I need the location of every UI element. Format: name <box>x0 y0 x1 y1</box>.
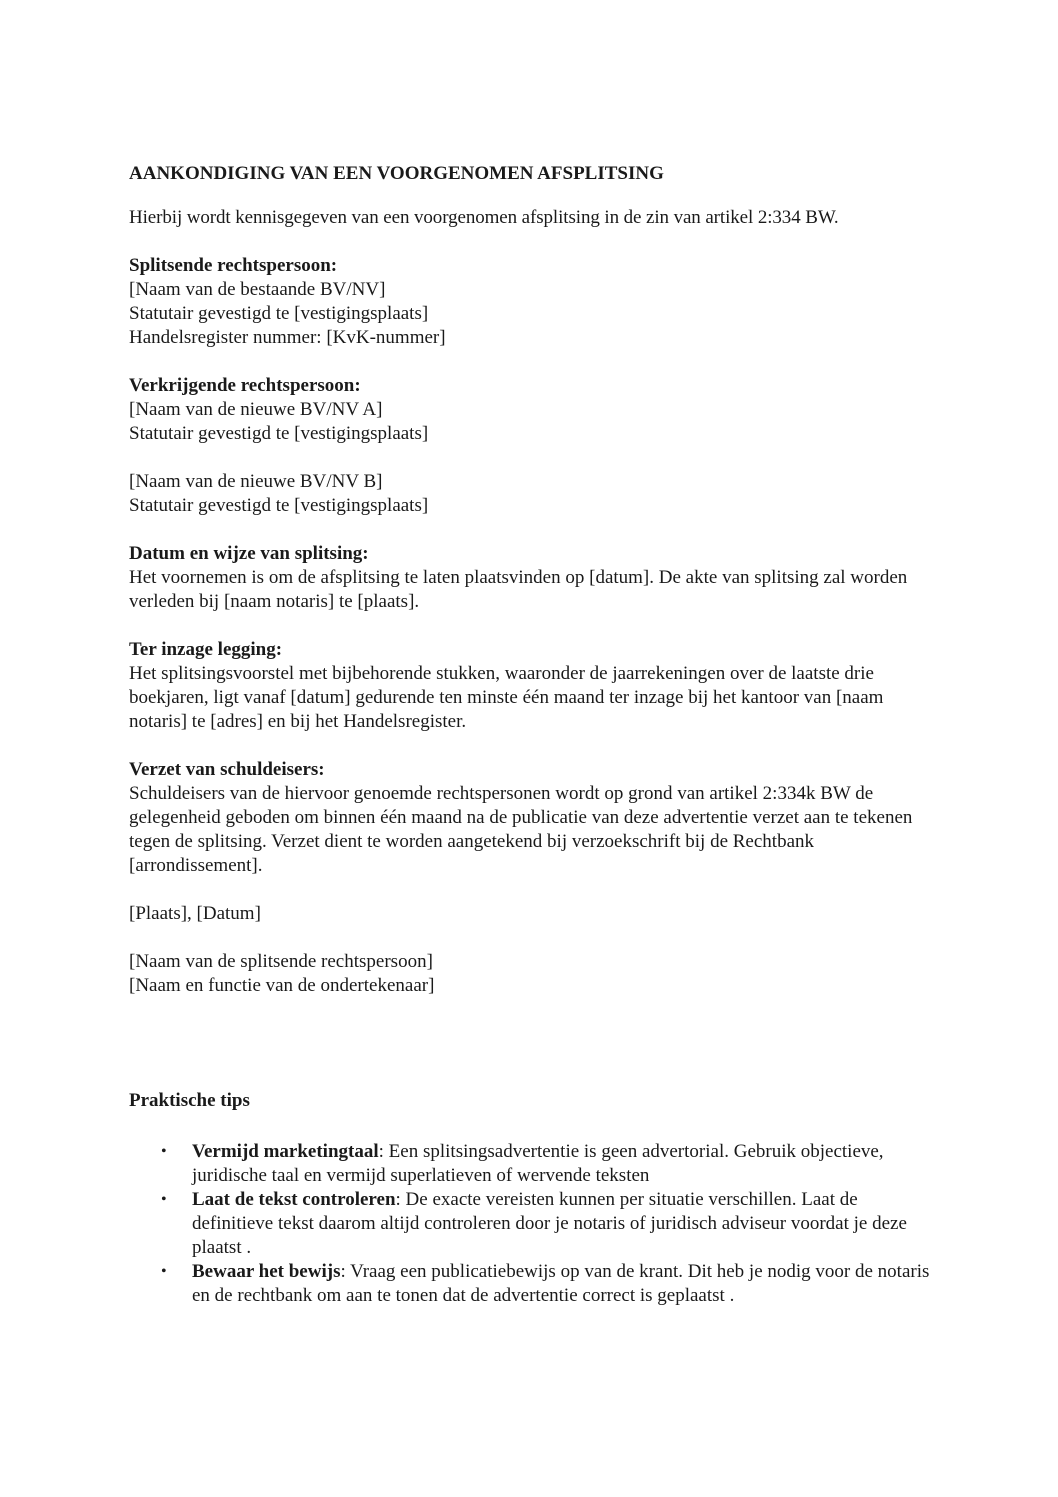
practical-tips <box>129 1088 939 1308</box>
verkrijgende-section-a <box>129 374 939 446</box>
tip-text: : De exacte vereisten kunnen per situatie verschillen. Laat de definitieve tekst daarom altijd controleren door je notaris of juridisch adviseur voordat je deze plaatst . <box>192 1189 907 1258</box>
datum-text: Het voornemen is om de afsplitsing te laten plaatsvinden op [datum]. De akte van splitsing zal worden verleden bij [naam notaris] te [plaats]. <box>129 567 908 612</box>
tip-label: Bewaar het bewijs <box>192 1261 341 1282</box>
inzage-section <box>129 638 939 734</box>
list-item <box>129 1140 939 1188</box>
splitsende-seat: Statutair gevestigd te [vestigingsplaats] <box>129 303 429 324</box>
entity-b-seat: Statutair gevestigd te [vestigingsplaats] <box>129 495 429 516</box>
splitsende-registry: Handelsregister nummer: [KvK-nummer] <box>129 327 446 348</box>
tip-label: Laat de tekst controleren <box>192 1189 396 1210</box>
bullet-icon: • <box>161 1263 167 1280</box>
inzage-text: Het splitsingsvoorstel met bijbehorende stukken, waaronder de jaarrekeningen over de laatste drie boekjaren, ligt vanaf [datum] gedurende ten minste één maand ter inzage bij het kantoor van [naam notaris] te [adres] en bij het Handelsregister. <box>129 663 884 732</box>
document-title: AANKONDIGING VAN EEN VOORGENOMEN AFSPLITSING <box>129 163 664 184</box>
verkrijgende-section-b <box>129 470 939 518</box>
inzage-heading: Ter inzage legging: <box>129 639 283 660</box>
datum-heading: Datum en wijze van splitsing: <box>129 543 369 564</box>
list-item <box>129 1260 939 1308</box>
entity-b-name: [Naam van de nieuwe BV/NV B] <box>129 471 383 492</box>
entity-a-name: [Naam van de nieuwe BV/NV A] <box>129 399 383 420</box>
intro-paragraph: Hierbij wordt kennisgegeven van een voorgenomen afsplitsing in de zin van artikel 2:334 BW. <box>129 207 839 228</box>
verzet-text: Schuldeisers van de hiervoor genoemde rechtspersonen wordt op grond van artikel 2:334k BW de gelegenheid geboden om binnen één maand na de publicatie van deze advertentie verzet aan te tekenen tegen de splitsing. Verzet dient te worden aangetekend bij verzoekschrift bij de Rechtbank [arrondissement]. <box>129 783 913 876</box>
signature-entity: [Naam van de splitsende rechtspersoon] <box>129 951 433 972</box>
tips-list <box>129 1140 939 1308</box>
signature-signer: [Naam en functie van de ondertekenaar] <box>129 975 435 996</box>
place-date: [Plaats], [Datum] <box>129 903 261 924</box>
splitsende-heading: Splitsende rechtspersoon: <box>129 255 338 276</box>
verzet-section <box>129 758 939 878</box>
tip-text: : Vraag een publicatiebewijs op van de krant. Dit heb je nodig voor de notaris en de rechtbank om aan te tonen dat de advertentie correct is geplaatst . <box>192 1261 930 1306</box>
verkrijgende-heading: Verkrijgende rechtspersoon: <box>129 375 361 396</box>
splitsende-section <box>129 254 939 350</box>
signature-block <box>129 950 939 998</box>
announcement-document <box>129 160 939 1022</box>
entity-a-seat: Statutair gevestigd te [vestigingsplaats] <box>129 423 429 444</box>
splitsende-name: [Naam van de bestaande BV/NV] <box>129 279 386 300</box>
tip-label: Vermijd marketingtaal <box>192 1141 379 1162</box>
datum-section <box>129 542 939 614</box>
bullet-icon: • <box>161 1143 167 1160</box>
tips-title: Praktische tips <box>129 1090 250 1111</box>
verzet-heading: Verzet van schuldeisers: <box>129 759 325 780</box>
list-item <box>129 1188 939 1260</box>
bullet-icon: • <box>161 1191 167 1208</box>
tip-text: : Een splitsingsadvertentie is geen advertorial. Gebruik objectieve, juridische taal en vermijd superlatieven of wervende teksten <box>192 1141 884 1186</box>
